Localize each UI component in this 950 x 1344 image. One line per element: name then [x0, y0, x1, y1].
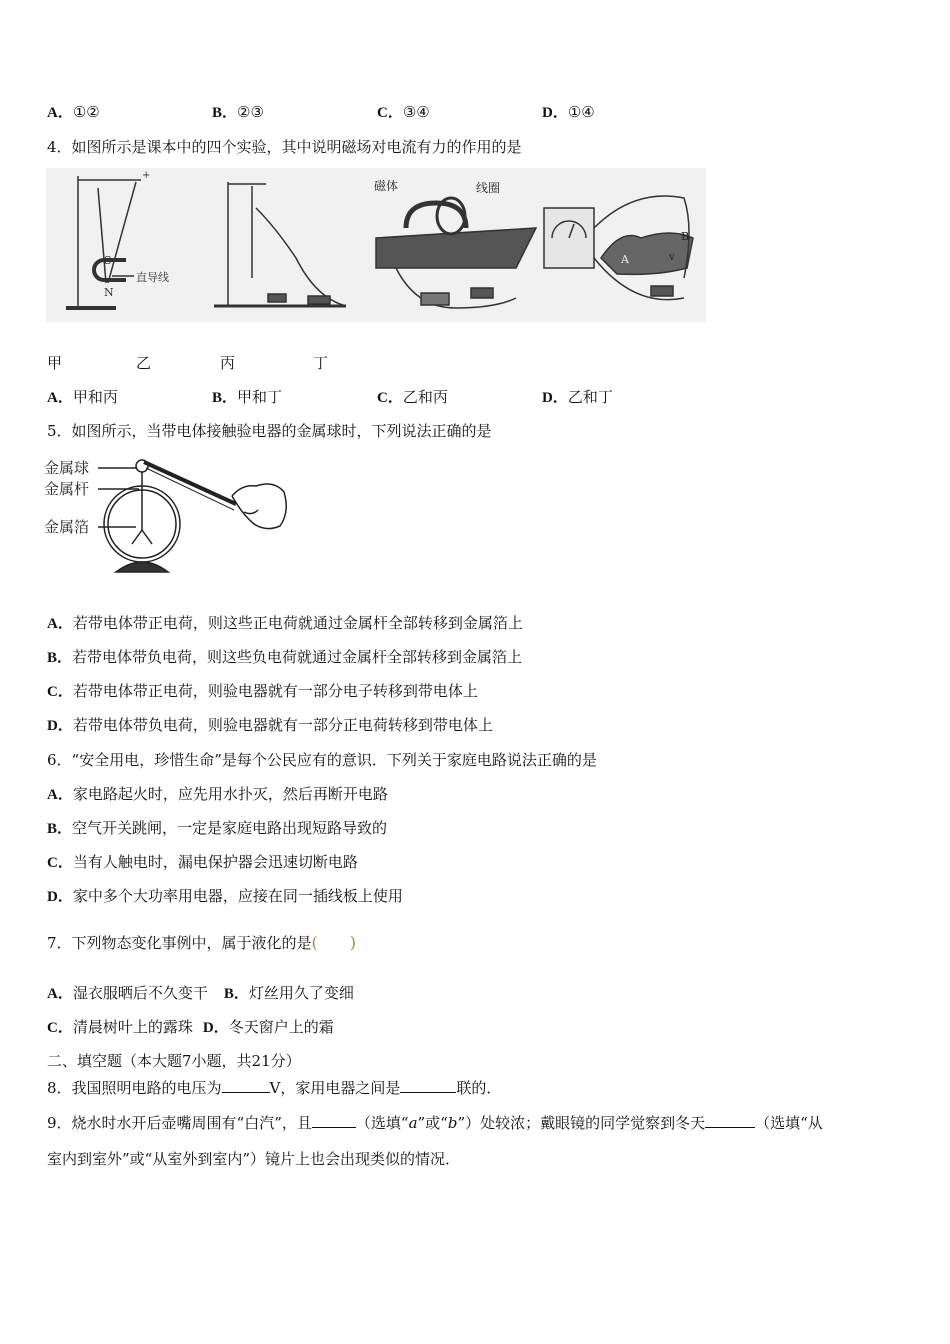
fig-label-a: A — [621, 253, 629, 266]
section-2-heading: 二、填空题（本大题7小题，共21分） — [47, 1052, 301, 1070]
q5-electroscope-figure — [44, 452, 289, 578]
fig-plus-sign: + — [142, 170, 151, 181]
q5-option-b: B．若带电体带负电荷，则这些负电荷就通过金属杆全部转移到金属箔上 — [47, 648, 523, 666]
q7-options-row-1: A．湿衣服晒后不久变干 B．灯丝用久了变细 — [47, 984, 354, 1002]
q9-blank-direction[interactable] — [705, 1112, 755, 1128]
q6-option-b: B．空气开关跳闸，一定是家庭电路出现短路导致的 — [47, 819, 388, 837]
q5-option-d: D．若带电体带负电荷，则验电器就有一部分正电荷转移到带电体上 — [47, 716, 493, 734]
label-metal-ball: 金属球 — [44, 459, 90, 477]
q7-options-row-2: C．清晨树叶上的露珠 D．冬天窗户上的霜 — [47, 1018, 334, 1036]
q4-option-c: C．乙和丙 — [377, 388, 448, 406]
q3-option-a: A．①② — [47, 103, 100, 121]
q8-blank-voltage[interactable] — [222, 1077, 270, 1093]
q6-stem: 6．“安全用电，珍惜生命”是每个公民应有的意识．下列关于家庭电路说法正确的是 — [47, 751, 597, 769]
fig-label-coil: 线圈 — [476, 181, 501, 195]
q4-option-a: A．甲和丙 — [47, 388, 118, 406]
answer-parentheses: ( ) — [311, 933, 357, 952]
q4-option-b: B．甲和丁 — [212, 388, 283, 406]
q4-stem: 4．如图所示是课本中的四个实验，其中说明磁场对电流有力的作用的是 — [47, 138, 522, 156]
q8-text: 8．我国照明电路的电压为 V，家用电器之间是 联的． — [47, 1079, 502, 1097]
q5-stem: 5．如图所示，当带电体接触验电器的金属球时，下列说法正确的是 — [47, 422, 492, 440]
q4-option-d: D．乙和丁 — [542, 388, 613, 406]
q4-caption-bing: 丙 — [220, 354, 236, 372]
q8-blank-connection[interactable] — [400, 1077, 456, 1093]
fig-label-n: N — [104, 286, 114, 299]
q6-option-c: C．当有人触电时，漏电保护器会迅速切断电路 — [47, 853, 358, 871]
q9-text-line-1: 9．烧水时水开后壶嘴周围有“白汽”，且 （选填“a”或“b”）处较浓；戴眼镜的同学觉察到冬天 （选填“从 — [47, 1114, 823, 1132]
fig-label-straight-wire: 直导线 — [136, 271, 169, 284]
q4-caption-ding: 丁 — [313, 354, 329, 372]
fig-label-v: v — [669, 252, 675, 263]
q3-option-b: B．②③ — [212, 103, 264, 121]
q4-caption-jia: 甲 — [47, 354, 63, 372]
q6-option-d: D．家中多个大功率用电器，应接在同一插线板上使用 — [47, 887, 403, 905]
q9-text-line-2: 室内到室外”或“从室外到室内”）镜片上也会出现类似的情况． — [47, 1150, 461, 1168]
fig-label-b: B — [681, 230, 690, 243]
q5-option-c: C．若带电体带正电荷，则验电器就有一部分电子转移到带电体上 — [47, 682, 478, 700]
q3-option-d: D．①④ — [542, 103, 595, 121]
q3-option-c: C．③④ — [377, 103, 430, 121]
q6-option-a: A．家电路起火时，应先用水扑灭，然后再断开电路 — [47, 785, 388, 803]
label-metal-foil: 金属箔 — [44, 518, 90, 536]
label-metal-rod: 金属杆 — [44, 480, 90, 498]
q4-caption-yi: 乙 — [136, 354, 152, 372]
q7-stem: 7．下列物态变化事例中，属于液化的是( ) — [47, 933, 357, 952]
q5-option-a: A．若带电体带正电荷，则这些正电荷就通过金属杆全部转移到金属箔上 — [47, 614, 523, 632]
fig-label-magnet: 磁体 — [374, 179, 399, 193]
q9-blank-location[interactable] — [312, 1112, 356, 1128]
fig-label-s: S — [104, 254, 112, 267]
q4-figure — [46, 168, 706, 322]
